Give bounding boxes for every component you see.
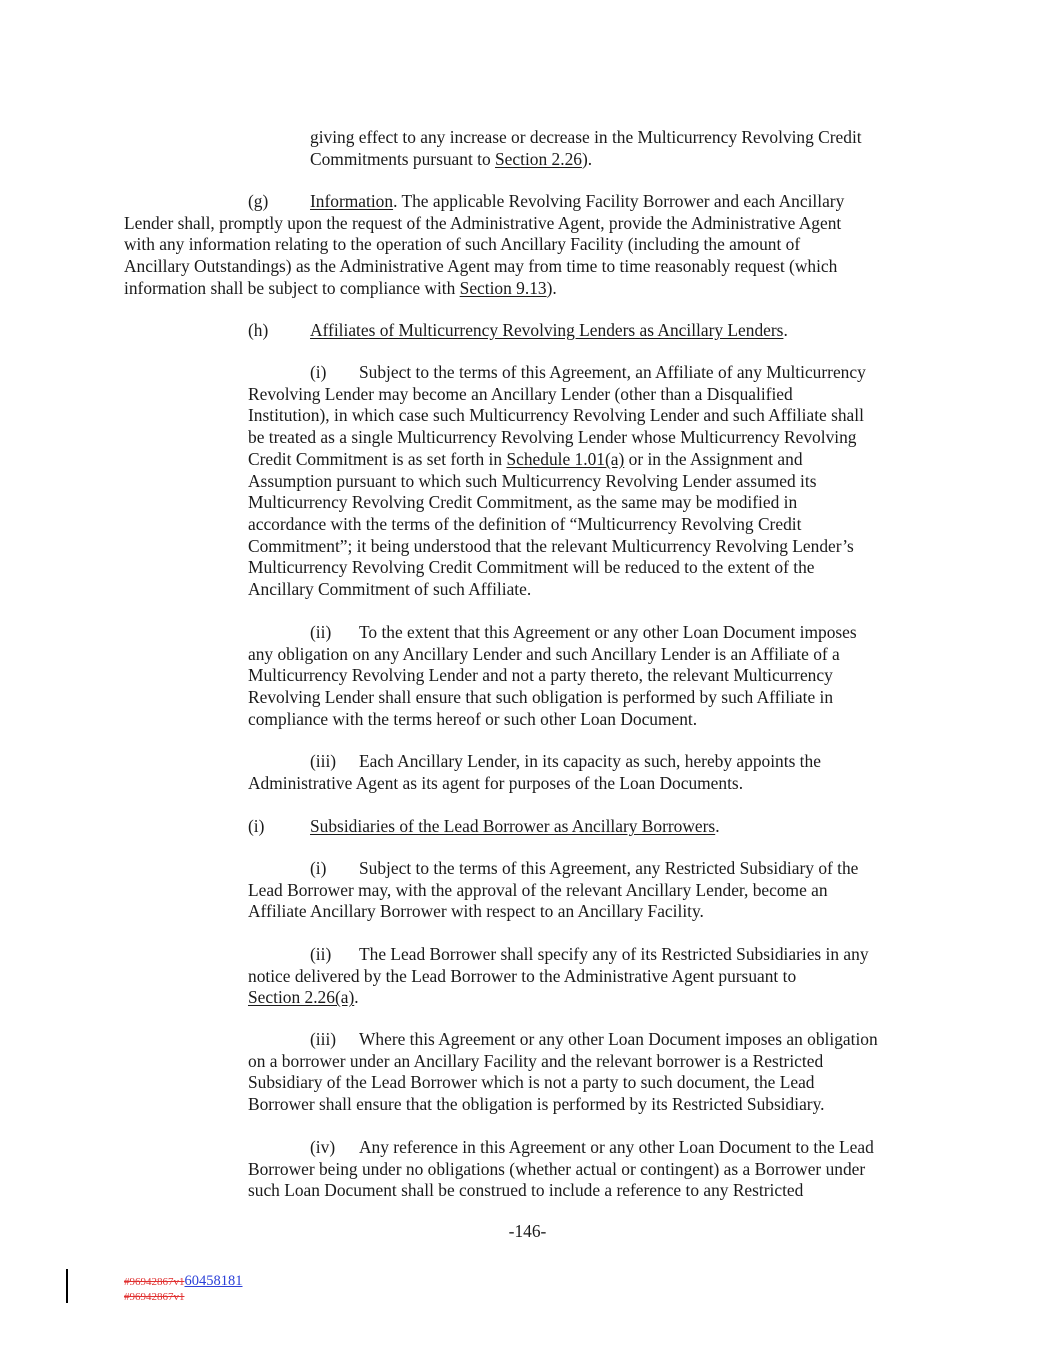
text-line: Borrower being under no obligations (whether actual or contingent) as a Borrower under [248,1158,866,1179]
section-reference: Section 2.26(a) [248,987,355,1008]
text-line: Lender shall, promptly upon the request of the Administrative Agent, provide the Administrative Agent [124,212,842,233]
paragraph-label: (h) [248,320,269,340]
clause-i-iv [248,1137,874,1202]
paragraph-g [124,191,844,300]
clause-label: (iii) [310,1029,337,1049]
paragraph-heading: Subsidiaries of the Lead Borrower as Ancillary Borrowers [310,816,716,836]
text-line: giving effect to any increase or decrease in the Multicurrency Revolving Credit [310,127,862,147]
clause-h-ii [248,622,857,731]
text-line: Subsidiary of the Lead Borrower which is not a party to such document, the Lead [248,1072,815,1093]
clause-i-iii [248,1029,878,1116]
text-line: (iii) Each Ancillary Lender, in its capacity as such, hereby appoints the [310,751,821,771]
text-line: Revolving Lender may become an Ancillary Lender (other than a Disqualified [248,383,793,404]
text-line: (i) Subject to the terms of this Agreement, any Restricted Subsidiary of the [310,858,859,878]
document-id [124,1275,243,1288]
paragraph-heading: Affiliates of Multicurrency Revolving Lenders as Ancillary Lenders [310,320,784,340]
clause-i-i [248,858,858,923]
text-line: Ancillary Outstandings) as the Administrative Agent may from time to time reasonably request (which [124,256,838,277]
text-line: be treated as a single Multicurrency Revolving Lender whose Multicurrency Revolving [248,427,857,448]
deleted-document-id: #96942867v1 [124,1291,185,1303]
text-line: Multicurrency Revolving Credit Commitment will be reduced to the extent of the [248,557,815,578]
change-bar [66,1269,68,1303]
text-line: notice delivered by the Lead Borrower to the Administrative Agent pursuant to [248,965,797,986]
clause-label: (iii) [310,751,337,771]
text-line: accordance with the terms of the definition of “Multicurrency Revolving Credit [248,513,802,534]
clause-label: (ii) [310,944,332,964]
text-line: Borrower shall ensure that the obligation is performed by its Restricted Subsidiary. [248,1094,825,1115]
inserted-document-id: 60458181 [184,1273,243,1289]
section-reference: Section 9.13 [459,277,547,298]
clause-i-ii [248,944,869,1009]
text-line: information shall be subject to compliance with Section 9.13). [124,277,557,298]
text-line: Ancillary Commitment of such Affiliate. [248,579,532,600]
text-line: Credit Commitment is as set forth in Schedule 1.01(a) or in the Assignment and [248,448,803,469]
paragraph-heading: Information [310,191,394,211]
text-line: Administrative Agent as its agent for purposes of the Loan Documents. [248,772,744,793]
text-line: (iv) Any reference in this Agreement or any other Loan Document to the Lead [310,1137,874,1157]
clause-h-i [248,362,866,601]
text-line: Affiliate Ancillary Borrower with respect to an Ancillary Facility. [248,901,704,922]
text-line: Institution), in which case such Multicurrency Revolving Lender and such Affiliate shall [248,405,864,426]
text-line: such Loan Document shall be construed to include a reference to any Restricted [248,1180,804,1201]
clause-h-iii [248,751,821,794]
clause-label: (i) [310,362,327,382]
document-id-secondary [124,1291,185,1303]
text-line: Multicurrency Revolving Credit Commitment, as the same may be modified in [248,492,798,513]
paragraph-label: (g) [248,191,269,211]
paragraph-i-heading: (i) Subsidiaries of the Lead Borrower as Ancillary Borrowers. [248,816,720,836]
text-line: (iii) Where this Agreement or any other Loan Document imposes an obligation [310,1029,878,1049]
deleted-document-id: #96942867v1 [124,1276,185,1288]
paragraph-f-continuation [310,127,862,170]
text-line: Lead Borrower may, with the approval of the relevant Ancillary Lender, become an [248,879,828,900]
text-line: Revolving Lender shall ensure that such obligation is performed by such Affiliate in [248,687,834,708]
page-number: -146- [508,1221,547,1241]
paragraph-label: (i) [248,816,265,836]
text-line: (g) Information. The applicable Revolving Facility Borrower and each Ancillary [248,191,845,211]
paragraph-h-heading: (h) Affiliates of Multicurrency Revolving Lenders as Ancillary Lenders. [248,320,788,340]
text-line: any obligation on any Ancillary Lender and such Ancillary Lender is an Affiliate of a [248,643,840,664]
clause-label: (i) [310,858,327,878]
text-line: with any information relating to the operation of such Ancillary Facility (including the amount of [124,234,801,255]
text-line: Section 2.26(a). [248,987,359,1008]
section-reference: Section 2.26 [495,148,582,169]
clause-label: (ii) [310,622,332,642]
clause-label: (iv) [310,1137,336,1157]
text-line: on a borrower under an Ancillary Facility and the relevant borrower is a Restricted [248,1050,824,1071]
text-line: Multicurrency Revolving Lender and not a party thereto, the relevant Multicurrency [248,665,833,686]
schedule-reference: Schedule 1.01(a) [506,448,625,469]
text-line: Commitments pursuant to Section 2.26). [310,148,593,169]
text-line: Commitment”; it being understood that the relevant Multicurrency Revolving Lender’s [248,535,854,556]
text-line: (ii) The Lead Borrower shall specify any of its Restricted Subsidiaries in any [310,944,869,964]
text-line: compliance with the terms hereof or such other Loan Document. [248,708,698,729]
text-line: (i) Subject to the terms of this Agreement, an Affiliate of any Multicurrency [310,362,866,382]
text-line: (ii) To the extent that this Agreement or any other Loan Document imposes [310,622,857,642]
text-line: Assumption pursuant to which such Multicurrency Revolving Lender assumed its [248,470,817,491]
